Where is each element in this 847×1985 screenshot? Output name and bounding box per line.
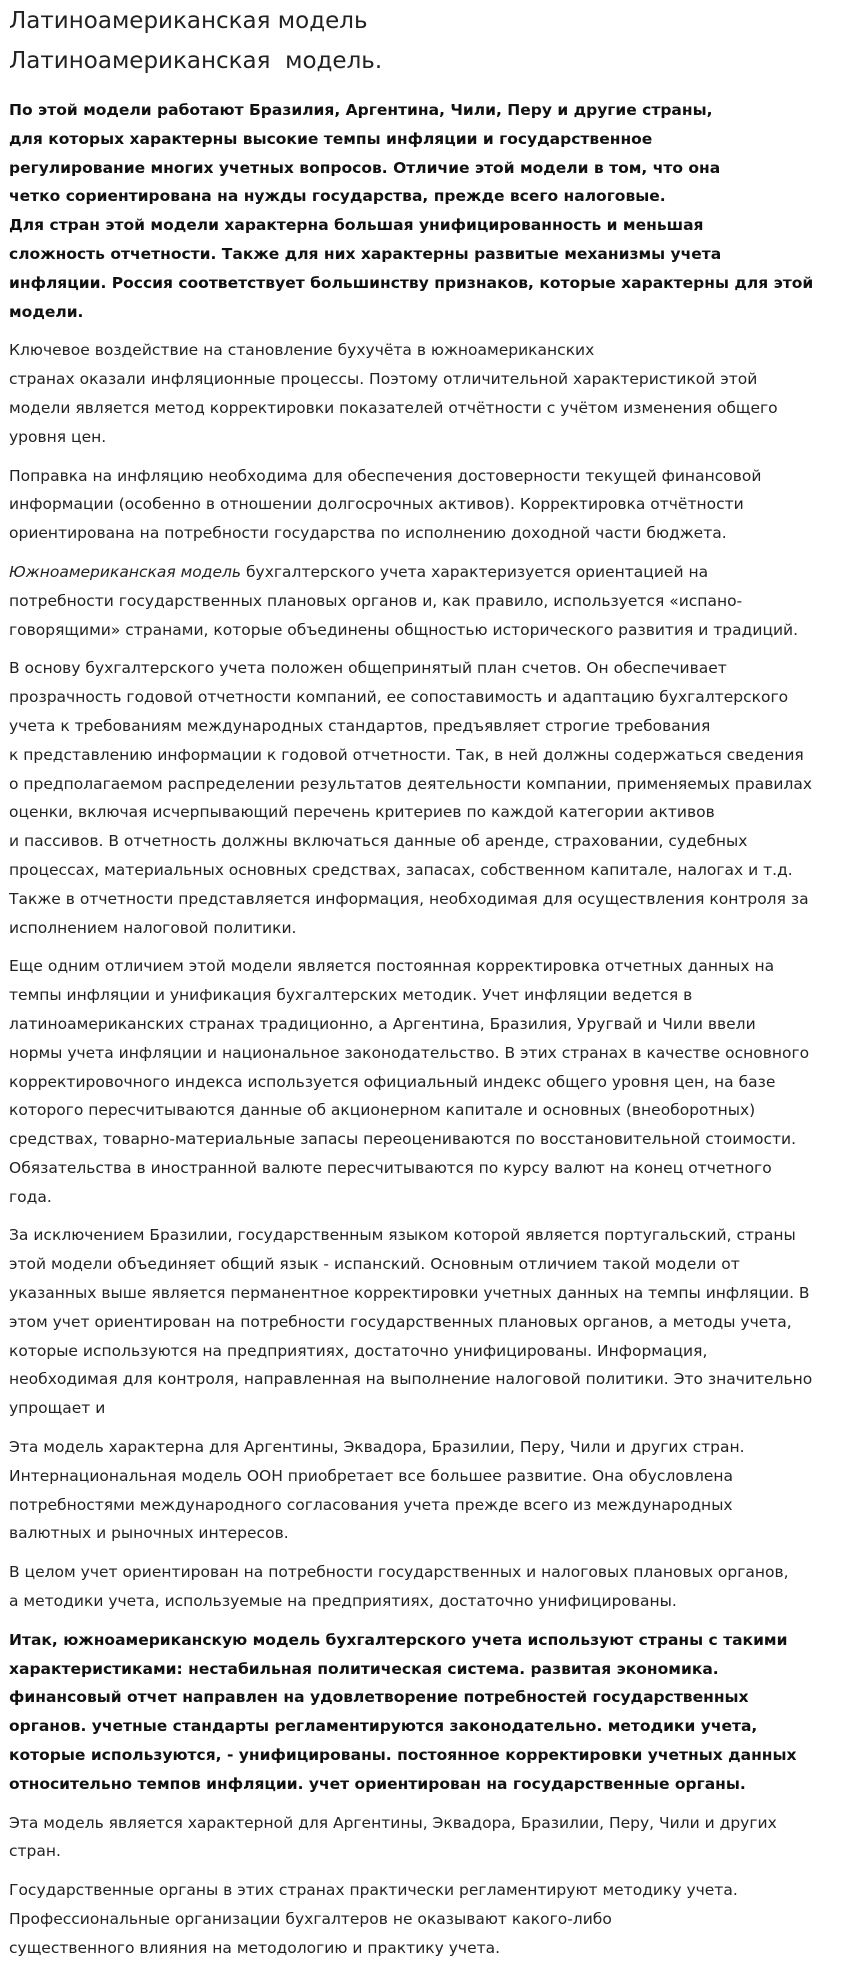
- summary-paragraph: Итак, южноамериканскую модель бухгалтерского учета используют страны с такими характеристиками: нестабильная политическая система. развитая экономика. финансовый отчет направлен на удовлетворение потребностей государственных органов. учетные стандарты регламентируются законодательно. методики учета, которые используются, - унифицированы. постоянное корректировки учетных данных относительно темпов инфляции. учет ориентирован на государственные органы.: [9, 1630, 797, 1793]
- paragraph-orientation: В целом учет ориентирован на потребности государственных и налоговых плановых органов, а методики учета, используемые на предприятиях, достаточно унифицированы.: [9, 1563, 789, 1611]
- paragraph-inflation-adjustment: Поправка на инфляцию необходима для обеспечения достоверности текущей финансовой информации (особенно в отношении долгосрочных активов). Корректировка отчётности ориентирована на потребности государства по исполнению доходной части бюджета.: [9, 466, 762, 543]
- paragraph-text: бухгалтерского учета характеризуется ориентацией на потребности государственных плановых органов и, как правило, используется «испано- говорящими» странами, которые объединены общностью исторического развития и традиций.: [9, 562, 799, 639]
- paragraph-chart-of-accounts: В основу бухгалтерского учета положен общепринятый план счетов. Он обеспечивает прозрачность годовой отчетности компаний, ее сопоставимость и адаптацию бухгалтерского учета к требованиям международных стандартов, предъявляет строгие требования к представлению информации к годовой отчетности. Так, в ней должны содержаться сведения о предполагаемом распределении результатов деятельности компании, применяемых правилах оценки, включая исчерпывающий перечень критериев по каждой категории активов и пассивов. В отчетность должны включаться данные об аренде, страховании, судебных процессах, материальных основных средствах, запасах, собственном капитале, налогах и т.д. Также в отчетности представляется информация, необходимая для осуществления контроля за исполнением налоговой политики.: [9, 659, 813, 937]
- paragraph-south-american-model: [9, 558, 847, 644]
- page-title: Латиноамериканская модель: [9, 8, 368, 34]
- paragraph-state-regulation: Государственные органы в этих странах практически регламентируют методику учета. Профессиональные организации бухгалтеров не оказывают какого-либо существенного влияния на методологию и практику учета.: [9, 1881, 738, 1957]
- paragraph-inflation-accounting: Еще одним отличием этой модели является постоянная корректировка отчетных данных на темпы инфляции и унификация бухгалтерских методик. Учет инфляции ведется в латиноамериканских странах традиционно, а Аргентина, Бразилия, Уругвай и Чили ввели нормы учета инфляции и национальное законодательство. В этих странах в качестве основного корректировочного индекса используется официальный индекс общего уровня цен, на базе которого пересчитываются данные об акционерном капитале и основных (внеоборотных) средствах, товарно-материальные запасы переоцениваются по восстановительной стоимости. Обязательства в иностранной валюте пересчитываются по курсу валют на конец отчетного года.: [9, 957, 810, 1206]
- intro-paragraph: По этой модели работают Бразилия, Аргентина, Чили, Перу и другие страны, для которых характерны высокие темпы инфляции и государственное регулирование многих учетных вопросов. Отличие этой модели в том, что она четко сориентирована на нужды государства, прежде всего налоговые. Для стран этой модели характерна большая унифицированность и меньшая сложность отчетности. Также для них характерны развитые механизмы учета инфляции. Россия соответствует большинству признаков, которые характерны для этой модели.: [9, 101, 814, 321]
- emphasized-term: Южноамериканская модель: [9, 562, 242, 581]
- paragraph-countries-and-un-model: Эта модель характерна для Аргентины, Эквадора, Бразилии, Перу, Чили и других стран. Интернациональная модель ООН приобретает все большее развитие. Она обусловлена потребностями международного согласования учета прежде всего из международных валютных и рыночных интересов.: [9, 1438, 745, 1543]
- section-heading: Латиноамериканская модель.: [9, 48, 383, 74]
- paragraph-inflation-impact: Ключевое воздействие на становление бухучёта в южноамериканских странах оказали инфляционные процессы. Поэтому отличительной характеристикой этой модели является метод корректировки показателей отчётности с учётом изменения общего уровня цен.: [9, 341, 778, 446]
- paragraph-countries: Эта модель является характерной для Аргентины, Эквадора, Бразилии, Перу, Чили и других стран.: [9, 1813, 777, 1861]
- paragraph-language-and-differences: За исключением Бразилии, государственным языком которой является португальский, страны этой модели объединяет общий язык - испанский. Основным отличием такой модели от указанных выше является перманентное корректировки учетных данных на темпы инфляции. В этом учет ориентирован на потребности государственных плановых органов, а методы учета, которые используются на предприятиях, достаточно унифицированы. Информация, необходимая для контроля, направленная на выполнение налоговой политики. Это значительно упрощает и: [9, 1226, 813, 1418]
